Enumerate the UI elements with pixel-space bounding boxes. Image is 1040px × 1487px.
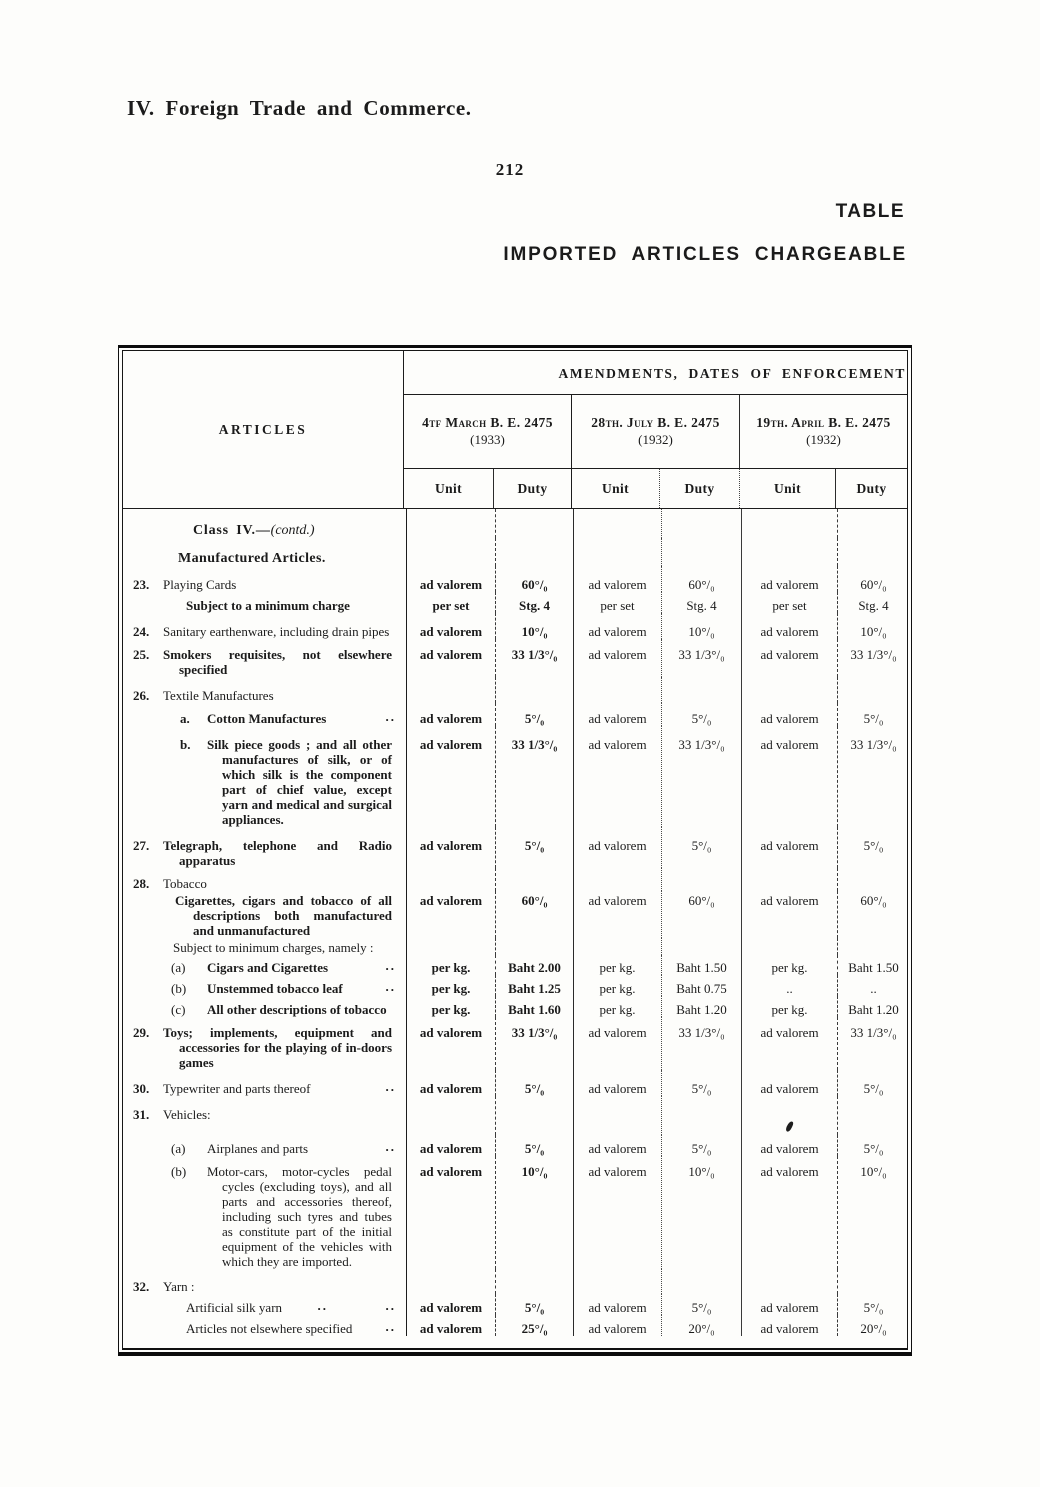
- unit-cell: ad valorem: [406, 726, 495, 827]
- duty-cell: Baht 1.20: [661, 996, 741, 1017]
- table-title: IMPORTED ARTICLES CHARGEABLE: [503, 244, 907, 265]
- unit-cell: ad valorem: [573, 1156, 661, 1269]
- duty-cell: 5°/₀: [661, 827, 741, 868]
- unit-cell: ad valorem: [741, 639, 837, 677]
- duty-cell: [661, 1269, 741, 1294]
- tariff-table-inner-frame: [122, 350, 908, 1350]
- unit-cell: ad valorem: [741, 1294, 837, 1315]
- duty-cell: 5°/₀: [661, 1070, 741, 1096]
- article-number: 26.: [133, 688, 150, 703]
- unit-cell: ad valorem: [406, 639, 495, 677]
- dot-leader: ..: [385, 958, 396, 973]
- duty-cell: 33 1/3°/₀: [495, 639, 573, 677]
- amendment-group-1: [404, 395, 571, 468]
- duty-cell: [495, 1096, 573, 1135]
- unit-cell: ..: [741, 975, 837, 996]
- document-section-heading: IV. Foreign Trade and Commerce.: [127, 96, 472, 120]
- unit-cell: ad valorem: [406, 891, 495, 938]
- unit-cell: [406, 868, 495, 891]
- table-row: [123, 566, 907, 592]
- unit-cell: ad valorem: [573, 639, 661, 677]
- article-number: (b): [171, 1164, 187, 1179]
- article-cell: [123, 891, 406, 938]
- unit-cell: per kg.: [573, 955, 661, 975]
- unit-cell: ad valorem: [741, 891, 837, 938]
- unit-cell: ad valorem: [573, 1135, 661, 1156]
- unit-cell: per kg.: [741, 996, 837, 1017]
- article-cell: [123, 566, 406, 592]
- duty-cell: 10°/₀: [661, 1156, 741, 1269]
- unit-cell: per set: [741, 592, 837, 613]
- unit-column-header: Unit: [739, 469, 835, 508]
- article-label: Yarn :: [163, 1279, 195, 1294]
- unit-cell: ad valorem: [573, 613, 661, 639]
- article-cell: [123, 703, 406, 726]
- table-row: [123, 1315, 907, 1336]
- article-label: Typewriter and parts thereof: [163, 1081, 311, 1096]
- article-label: All other descriptions of tobacco: [207, 1002, 387, 1017]
- duty-cell: 33 1/3°/₀: [495, 726, 573, 827]
- unit-cell: ad valorem: [573, 1294, 661, 1315]
- table-row: [123, 1135, 907, 1156]
- duty-cell: 10°/₀: [837, 1156, 909, 1269]
- duty-cell: 5°/₀: [661, 1135, 741, 1156]
- duty-cell: 10°/₀: [495, 1156, 573, 1269]
- unit-cell: ad valorem: [573, 891, 661, 938]
- duty-cell: 5°/₀: [495, 703, 573, 726]
- duty-cell: 20°/₀: [837, 1315, 909, 1336]
- article-cell: [123, 955, 406, 975]
- article-label: Motor-cars, motor-cycles pedal cycles (excluding toys), and all parts and accessories thereof, including such tyres and tubes as constitute part of the initial equipment of the vehicles with which they are imported.: [207, 1164, 392, 1269]
- article-number: (a): [171, 960, 186, 975]
- table-row: [123, 1017, 907, 1070]
- article-number: (b): [171, 981, 187, 996]
- article-cell: [123, 1315, 406, 1336]
- unit-cell: ad valorem: [406, 1070, 495, 1096]
- table-row: [123, 938, 907, 955]
- table-row: [123, 1269, 907, 1294]
- unit-cell: ad valorem: [573, 1017, 661, 1070]
- duty-cell: 33 1/3°/₀: [495, 1017, 573, 1070]
- unit-cell: [741, 1269, 837, 1294]
- duty-cell: [661, 1096, 741, 1135]
- duty-cell: [495, 868, 573, 891]
- duty-cell: Stg. 4: [495, 592, 573, 613]
- article-cell: [123, 868, 406, 891]
- duty-cell: [495, 938, 573, 955]
- duty-cell: ..: [837, 975, 909, 996]
- article-label: Vehicles:: [163, 1107, 211, 1122]
- duty-cell: [661, 677, 741, 703]
- article-number: 25.: [133, 647, 150, 662]
- unit-cell: ad valorem: [741, 1070, 837, 1096]
- unit-cell: ad valorem: [741, 1135, 837, 1156]
- article-number: 31.: [133, 1107, 150, 1122]
- table-row: [123, 613, 907, 639]
- duty-cell: Baht 1.25: [495, 975, 573, 996]
- unit-cell: [573, 677, 661, 703]
- duty-cell: 60°/₀: [495, 891, 573, 938]
- subsection-heading: Manufactured Articles.: [178, 551, 326, 566]
- table-row: [123, 891, 907, 938]
- table-row: [123, 592, 907, 613]
- duty-cell: Baht 1.60: [495, 996, 573, 1017]
- unit-cell: ad valorem: [573, 726, 661, 827]
- article-number: 30.: [133, 1081, 150, 1096]
- article-cell: [123, 938, 406, 955]
- article-number: a.: [180, 711, 190, 726]
- article-number: b.: [180, 737, 191, 752]
- duty-cell: 33 1/3°/₀: [661, 1017, 741, 1070]
- unit-cell: [406, 1096, 495, 1135]
- amendments-title: AMENDMENTS, DATES OF ENFORCEMENT: [558, 366, 906, 381]
- article-label: Silk piece goods ; and all other manufactures of silk, or of which silk is the component part of chief value, except yarn and medical and surgical appliances.: [207, 737, 392, 827]
- unit-cell: [406, 938, 495, 955]
- table-row: [123, 1070, 907, 1096]
- article-cell: [123, 1017, 406, 1070]
- duty-cell: 5°/₀: [495, 827, 573, 868]
- table-row: [123, 538, 907, 566]
- duty-cell: [661, 538, 741, 566]
- duty-cell: 60°/₀: [661, 891, 741, 938]
- unit-cell: [573, 538, 661, 566]
- unit-cell: per set: [406, 592, 495, 613]
- article-cell: [123, 1135, 406, 1156]
- table-label: TABLE: [835, 201, 905, 222]
- article-label: Toys; implements, equipment and accessories for the playing of in-doors games: [163, 1025, 392, 1070]
- duty-cell: 5°/₀: [837, 1294, 909, 1315]
- duty-cell: 5°/₀: [495, 1294, 573, 1315]
- ink-blot-artifact: [785, 1120, 794, 1132]
- unit-cell: per kg.: [406, 996, 495, 1017]
- duty-cell: 33 1/3°/₀: [837, 1017, 909, 1070]
- unit-cell: ad valorem: [741, 1315, 837, 1336]
- article-cell: [123, 677, 406, 703]
- duty-cell: [495, 538, 573, 566]
- duty-cell: 60°/₀: [495, 566, 573, 592]
- table-row: [123, 1294, 907, 1315]
- article-label: Subject to minimum charges, namely :: [173, 940, 374, 955]
- article-label: Telegraph, telephone and Radio apparatus: [163, 838, 392, 868]
- unit-cell: ad valorem: [573, 1315, 661, 1336]
- amendment-group-3: [739, 395, 907, 468]
- unit-cell: [573, 1096, 661, 1135]
- duty-cell: Stg. 4: [661, 592, 741, 613]
- duty-cell: [837, 538, 909, 566]
- duty-cell: [661, 509, 741, 538]
- article-label: Cigarettes, cigars and tobacco of all descriptions both manufactured and unmanufactured: [175, 893, 392, 938]
- article-cell: [123, 1156, 406, 1269]
- unit-cell: [573, 509, 661, 538]
- duty-cell: 33 1/3°/₀: [661, 726, 741, 827]
- article-label: Tobacco: [163, 876, 207, 891]
- unit-cell: [741, 677, 837, 703]
- unit-cell: per kg.: [406, 955, 495, 975]
- unit-cell: per kg.: [573, 996, 661, 1017]
- article-cell: [123, 509, 406, 538]
- article-cell: [123, 726, 406, 827]
- unit-cell: ad valorem: [741, 1017, 837, 1070]
- duty-cell: [837, 509, 909, 538]
- table-row: [123, 827, 907, 868]
- duty-column-header: Duty: [659, 469, 739, 508]
- unit-cell: ad valorem: [741, 566, 837, 592]
- unit-cell: ad valorem: [573, 827, 661, 868]
- unit-cell: ad valorem: [573, 566, 661, 592]
- unit-cell: ad valorem: [406, 1135, 495, 1156]
- article-label: Smokers requisites, not elsewhere specified: [163, 647, 392, 677]
- table-row: [123, 1156, 907, 1269]
- article-number: 29.: [133, 1025, 150, 1040]
- amendment-date: 28th. July B. E. 2475: [591, 415, 720, 431]
- duty-cell: 33 1/3°/₀: [661, 639, 741, 677]
- page-number: 212: [495, 160, 525, 179]
- table-row: [123, 726, 907, 827]
- unit-cell: [741, 938, 837, 955]
- article-cell: [123, 1294, 406, 1315]
- article-label: Articles not elsewhere specified: [186, 1321, 353, 1336]
- article-label: Textile Manufactures: [163, 688, 274, 703]
- table-row: [123, 703, 907, 726]
- duty-cell: 10°/₀: [837, 613, 909, 639]
- duty-cell: Baht 1.50: [837, 955, 909, 975]
- duty-cell: [837, 868, 909, 891]
- duty-cell: 60°/₀: [661, 566, 741, 592]
- article-cell: [123, 1096, 406, 1135]
- article-number: 24.: [133, 624, 150, 639]
- unit-cell: ad valorem: [406, 613, 495, 639]
- article-label: Unstemmed tobacco leaf: [207, 981, 343, 996]
- duty-cell: Baht 0.75: [661, 975, 741, 996]
- article-number: 32.: [133, 1279, 150, 1294]
- article-cell: [123, 827, 406, 868]
- amendment-date-row: [404, 394, 907, 468]
- unit-cell: ad valorem: [406, 827, 495, 868]
- amendment-year: (1932): [638, 432, 673, 448]
- article-label: Sanitary earthenware, including drain pipes: [163, 624, 390, 639]
- table-header: [123, 351, 907, 509]
- unit-cell: ad valorem: [573, 1070, 661, 1096]
- unit-cell: [573, 938, 661, 955]
- duty-cell: 5°/₀: [837, 1070, 909, 1096]
- duty-cell: 5°/₀: [661, 703, 741, 726]
- amendment-date: 19th. April B. E. 2475: [756, 415, 891, 431]
- unit-cell: ad valorem: [406, 1156, 495, 1269]
- dot-leader: ..: [385, 979, 396, 994]
- duty-cell: 10°/₀: [661, 613, 741, 639]
- article-number: (a): [171, 1141, 186, 1156]
- duty-column-header: Duty: [835, 469, 907, 508]
- table-row: [123, 868, 907, 891]
- duty-cell: [661, 938, 741, 955]
- article-label: Artificial silk yarn: [186, 1300, 283, 1315]
- article-number: 28.: [133, 876, 150, 891]
- dot-leader: ..: [385, 1139, 396, 1154]
- duty-cell: Baht 1.50: [661, 955, 741, 975]
- duty-cell: 5°/₀: [837, 1135, 909, 1156]
- article-number: 23.: [133, 577, 150, 592]
- duty-cell: [837, 677, 909, 703]
- unit-column-header: Unit: [571, 469, 659, 508]
- duty-cell: [495, 1269, 573, 1294]
- unit-cell: [406, 1269, 495, 1294]
- unit-cell: per kg.: [573, 975, 661, 996]
- article-label: Playing Cards: [163, 577, 237, 592]
- unit-cell: ad valorem: [406, 1017, 495, 1070]
- unit-cell: [406, 677, 495, 703]
- unit-cell: ad valorem: [741, 703, 837, 726]
- duty-cell: 5°/₀: [495, 1070, 573, 1096]
- duty-cell: 33 1/3°/₀: [837, 726, 909, 827]
- dot-leader: ..: [385, 1298, 396, 1313]
- duty-cell: 20°/₀: [661, 1315, 741, 1336]
- duty-column-header: Duty: [493, 469, 571, 508]
- duty-cell: 5°/₀: [837, 703, 909, 726]
- dot-leader: ..: [385, 1079, 396, 1094]
- duty-cell: 33 1/3°/₀: [837, 639, 909, 677]
- articles-column-header: ARTICLES: [123, 351, 404, 508]
- unit-cell: per kg.: [406, 975, 495, 996]
- duty-cell: 60°/₀: [837, 566, 909, 592]
- unit-cell: ad valorem: [741, 613, 837, 639]
- unit-cell: per kg.: [741, 955, 837, 975]
- duty-cell: [495, 677, 573, 703]
- table-row: [123, 677, 907, 703]
- duty-cell: 5°/₀: [837, 827, 909, 868]
- unit-cell: ad valorem: [406, 703, 495, 726]
- amendment-year: (1932): [806, 432, 841, 448]
- article-label: Subject to a minimum charge: [186, 598, 350, 613]
- duty-cell: 60°/₀: [837, 891, 909, 938]
- dot-leader: ..: [385, 1319, 396, 1334]
- duty-cell: [661, 868, 741, 891]
- unit-cell: ad valorem: [741, 827, 837, 868]
- unit-cell: [406, 538, 495, 566]
- amendment-group-2: [571, 395, 739, 468]
- amendment-date: 4tf March B. E. 2475: [422, 415, 553, 431]
- class-section-heading: Class IV.—(contd.): [193, 523, 315, 538]
- duty-cell: [837, 1269, 909, 1294]
- unit-cell: ad valorem: [406, 1315, 495, 1336]
- duty-cell: [837, 1096, 909, 1135]
- article-cell: [123, 613, 406, 639]
- table-row: [123, 996, 907, 1017]
- unit-cell: ad valorem: [573, 703, 661, 726]
- article-cell: [123, 592, 406, 613]
- article-number: 27.: [133, 838, 150, 853]
- article-cell: [123, 1269, 406, 1294]
- unit-duty-header-row: [404, 468, 907, 508]
- unit-cell: [741, 1096, 837, 1135]
- unit-cell: ad valorem: [406, 566, 495, 592]
- duty-cell: 10°/₀: [495, 613, 573, 639]
- article-cell: [123, 996, 406, 1017]
- table-row: [123, 1096, 907, 1135]
- table-row: [123, 955, 907, 975]
- article-label: Cigars and Cigarettes: [207, 960, 329, 975]
- unit-cell: [741, 538, 837, 566]
- unit-cell: [741, 868, 837, 891]
- duty-cell: Baht 1.20: [837, 996, 909, 1017]
- article-cell: [123, 639, 406, 677]
- unit-cell: ad valorem: [741, 1156, 837, 1269]
- article-number: (c): [171, 1002, 186, 1017]
- dot-leader: ..: [317, 1298, 328, 1313]
- unit-cell: per set: [573, 592, 661, 613]
- table-row: [123, 509, 907, 538]
- dot-leader: ..: [385, 709, 396, 724]
- article-cell: [123, 538, 406, 566]
- table-row: [123, 639, 907, 677]
- amendments-header-area: [404, 351, 907, 508]
- unit-cell: [406, 509, 495, 538]
- article-cell: [123, 1070, 406, 1096]
- duty-cell: [495, 509, 573, 538]
- tariff-table: [118, 345, 912, 1356]
- unit-cell: [741, 509, 837, 538]
- table-body: [123, 509, 907, 1348]
- duty-cell: [837, 938, 909, 955]
- article-label: Cotton Manufactures: [207, 711, 327, 726]
- unit-column-header: Unit: [434, 480, 463, 496]
- duty-cell: 5°/₀: [495, 1135, 573, 1156]
- unit-cell: ad valorem: [741, 726, 837, 827]
- unit-cell: ad valorem: [406, 1294, 495, 1315]
- amendment-year: (1933): [470, 432, 505, 448]
- article-label: Airplanes and parts: [207, 1141, 309, 1156]
- duty-cell: 25°/₀: [495, 1315, 573, 1336]
- duty-cell: Baht 2.00: [495, 955, 573, 975]
- unit-cell: [573, 1269, 661, 1294]
- duty-cell: 5°/₀: [661, 1294, 741, 1315]
- article-cell: [123, 975, 406, 996]
- duty-cell: Stg. 4: [837, 592, 909, 613]
- table-row: [123, 975, 907, 996]
- unit-cell: [573, 868, 661, 891]
